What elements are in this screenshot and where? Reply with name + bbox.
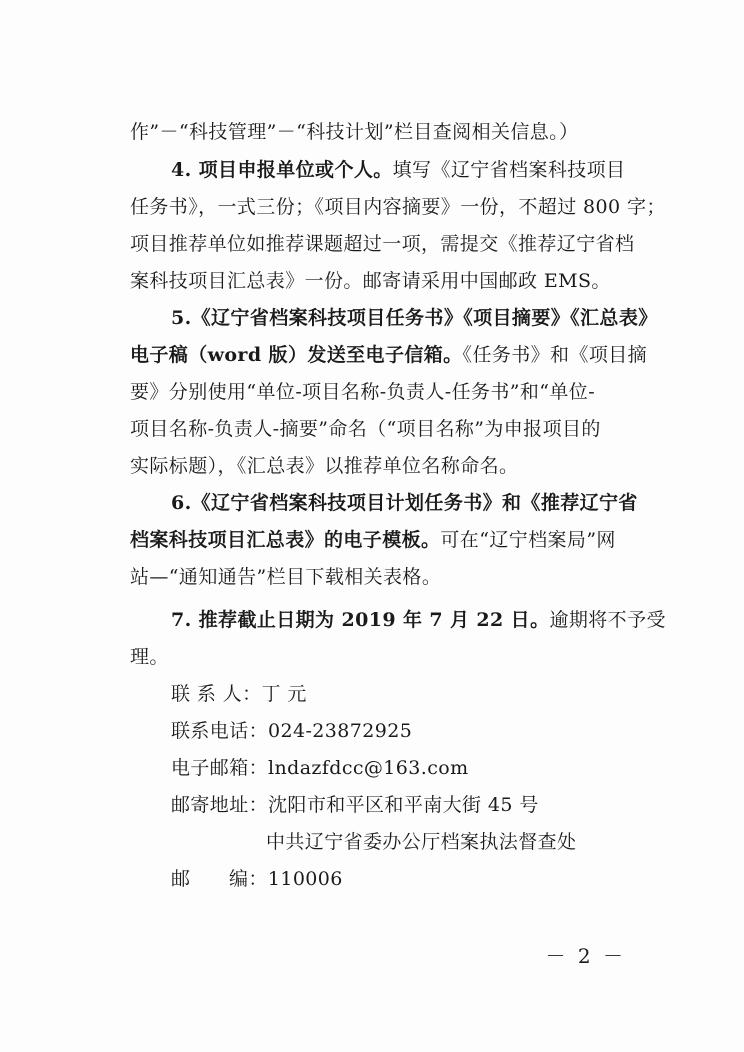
contact-label: 电子邮箱： xyxy=(171,757,269,779)
contact-value: 024-23872925 xyxy=(268,720,413,742)
line-text: 要》分别使用“单位-项目名称-负责人-任务书”和“单位- xyxy=(130,381,596,403)
line-text: 逾期将不予受 xyxy=(549,609,666,631)
contact-person xyxy=(171,682,307,706)
body-line xyxy=(130,565,441,589)
contact-label: 邮 编： xyxy=(171,868,268,890)
line-text: 任务书》，一式三份；《项目内容摘要》一份，不超过 800 字； xyxy=(130,196,666,218)
body-line xyxy=(130,417,601,441)
contact-value: lndazfdcc@163.com xyxy=(268,757,469,779)
line-text: 项目名称-负责人-摘要”命名（“项目名称”为申报项目的 xyxy=(130,418,601,440)
item-6-line xyxy=(171,491,638,515)
item-5-line xyxy=(171,306,658,330)
contact-email xyxy=(171,756,469,780)
item-5-heading: 5.《辽宁省档案科技项目任务书》《项目摘要》《汇总表》 xyxy=(171,307,658,329)
contact-label: 联 系 人： xyxy=(171,683,262,705)
body-line xyxy=(130,454,518,478)
item-4-heading: 4. 项目申报单位或个人。 xyxy=(171,159,393,181)
item-7-heading: 7. 推荐截止日期为 2019 年 7 月 22 日。 xyxy=(171,609,550,631)
line-text: 案科技项目汇总表》一份。邮寄请采用中国邮政 EMS。 xyxy=(130,270,611,292)
line-text: 《任务书》和《项目摘 xyxy=(462,344,648,366)
contact-label: 联系电话： xyxy=(171,720,269,742)
line-text: 实际标题），《汇总表》以推荐单位名称命名。 xyxy=(130,455,519,477)
body-line xyxy=(130,232,634,256)
item-6-heading-cont: 档案科技项目汇总表》的电子模板。 xyxy=(130,529,441,551)
body-line xyxy=(130,380,595,404)
line-text: 站—“通知通告”栏目下载相关表格。 xyxy=(130,566,442,588)
page-number: － 2 － xyxy=(545,944,626,968)
body-line xyxy=(130,269,611,293)
line-text: 项目推荐单位如推荐课题超过一项，需提交《推荐辽宁省档 xyxy=(130,233,635,255)
body-line xyxy=(130,120,578,144)
contact-postcode xyxy=(171,867,343,891)
item-6-line xyxy=(130,528,616,552)
line-text: 填写《辽宁省档案科技项目 xyxy=(392,159,626,181)
contact-address xyxy=(171,793,539,817)
contact-label: 邮寄地址： xyxy=(171,794,269,816)
item-5-line xyxy=(130,343,647,367)
body-line xyxy=(130,645,169,669)
contact-phone xyxy=(171,719,412,743)
item-4-line xyxy=(171,158,625,182)
line-text: 可在“辽宁档案局”网 xyxy=(440,529,616,551)
contact-value: 中共辽宁省委办公厅档案执法督查处 xyxy=(266,831,577,853)
line-text: 作”－“科技管理”－“科技计划”栏目查阅相关信息。） xyxy=(130,121,579,143)
item-7-line xyxy=(171,608,666,632)
contact-value: 丁 元 xyxy=(261,683,307,705)
body-line xyxy=(130,195,666,219)
contact-value: 110006 xyxy=(267,868,343,890)
contact-value: 沈阳市和平区和平南大街 45 号 xyxy=(268,794,539,816)
contact-address-cont xyxy=(266,830,576,854)
item-5-heading-cont: 电子稿（word 版）发送至电子信箱。 xyxy=(130,344,463,366)
line-text: 理。 xyxy=(130,646,169,668)
item-6-heading: 6.《辽宁省档案科技项目计划任务书》和《推荐辽宁省 xyxy=(171,492,638,514)
